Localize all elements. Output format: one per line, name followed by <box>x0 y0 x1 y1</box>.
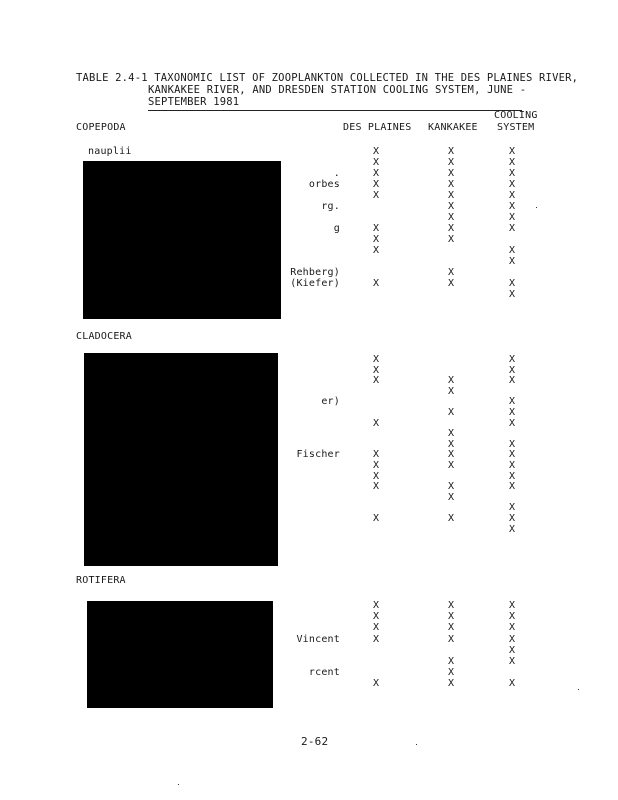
presence-mark-cs: X <box>508 481 516 492</box>
presence-mark-kk: X <box>447 278 455 289</box>
row-label: nauplii <box>88 146 132 157</box>
presence-mark-cs: X <box>508 278 516 289</box>
presence-mark-kk: X <box>447 634 455 645</box>
row-label: rcent <box>308 667 340 678</box>
presence-mark-kk: X <box>447 190 455 201</box>
presence-mark-kk: X <box>447 513 455 524</box>
presence-mark-cs: X <box>508 212 516 223</box>
presence-mark-kk: X <box>447 439 455 450</box>
redaction-block-cladocera <box>84 353 278 566</box>
presence-mark-dp: X <box>372 375 380 386</box>
presence-mark-cs: X <box>508 656 516 667</box>
presence-mark-kk: X <box>447 386 455 397</box>
presence-mark-kk: X <box>447 234 455 245</box>
presence-mark-dp: X <box>372 418 380 429</box>
presence-mark-kk: X <box>447 428 455 439</box>
presence-mark-dp: X <box>372 622 380 633</box>
presence-mark-cs: X <box>508 190 516 201</box>
presence-mark-kk: X <box>447 168 455 179</box>
presence-mark-cs: X <box>508 460 516 471</box>
table-title-line-1: TABLE 2.4-1 TAXONOMIC LIST OF ZOOPLANKTON COLLECTED IN THE DES PLAINES RIVER, <box>76 72 579 84</box>
presence-mark-kk: X <box>447 201 455 212</box>
page-number: 2-62 <box>301 735 329 748</box>
presence-mark-cs: X <box>508 418 516 429</box>
row-label: g <box>333 223 340 234</box>
presence-mark-cs: X <box>508 513 516 524</box>
presence-mark-kk: X <box>447 600 455 611</box>
scan-speck <box>416 744 417 745</box>
presence-mark-dp: X <box>372 223 380 234</box>
presence-mark-cs: X <box>508 471 516 482</box>
presence-mark-kk: X <box>447 157 455 168</box>
table-title-line-3: SEPTEMBER 1981 <box>148 96 240 108</box>
presence-mark-cs: X <box>508 407 516 418</box>
presence-mark-dp: X <box>372 600 380 611</box>
presence-mark-cs: X <box>508 365 516 376</box>
presence-mark-dp: X <box>372 678 380 689</box>
presence-mark-cs: X <box>508 354 516 365</box>
presence-mark-dp: X <box>372 513 380 524</box>
presence-mark-cs: X <box>508 289 516 300</box>
col-header-cooling-2: SYSTEM <box>497 122 535 133</box>
presence-mark-cs: X <box>508 201 516 212</box>
redaction-block-rotifera <box>87 601 273 708</box>
presence-mark-cs: X <box>508 449 516 460</box>
presence-mark-kk: X <box>447 407 455 418</box>
presence-mark-dp: X <box>372 190 380 201</box>
presence-mark-dp: X <box>372 471 380 482</box>
presence-mark-cs: X <box>508 678 516 689</box>
presence-mark-kk: X <box>447 146 455 157</box>
presence-mark-dp: X <box>372 146 380 157</box>
scan-speck <box>178 784 179 785</box>
row-label: orbes <box>308 179 340 190</box>
presence-mark-dp: X <box>372 611 380 622</box>
section-heading-cladocera: CLADOCERA <box>76 331 132 342</box>
scan-speck <box>578 689 579 690</box>
presence-mark-dp: X <box>372 460 380 471</box>
presence-mark-kk: X <box>447 267 455 278</box>
presence-mark-kk: X <box>447 611 455 622</box>
presence-mark-cs: X <box>508 622 516 633</box>
presence-mark-kk: X <box>447 678 455 689</box>
presence-mark-kk: X <box>447 622 455 633</box>
col-header-kankakee: KANKAKEE <box>428 122 478 133</box>
row-label: Rehberg) <box>290 267 340 278</box>
presence-mark-cs: X <box>508 179 516 190</box>
presence-mark-kk: X <box>447 179 455 190</box>
row-label: er) <box>321 396 340 407</box>
row-label: (Kiefer) <box>290 278 340 289</box>
presence-mark-dp: X <box>372 634 380 645</box>
presence-mark-cs: X <box>508 245 516 256</box>
presence-mark-kk: X <box>447 375 455 386</box>
presence-mark-cs: X <box>508 502 516 513</box>
presence-mark-kk: X <box>447 449 455 460</box>
presence-mark-kk: X <box>447 492 455 503</box>
presence-mark-dp: X <box>372 278 380 289</box>
row-label: rg. <box>321 201 340 212</box>
section-heading-rotifera: ROTIFERA <box>76 575 126 586</box>
presence-mark-dp: X <box>372 234 380 245</box>
redaction-block-copepoda <box>83 161 281 319</box>
presence-mark-kk: X <box>447 667 455 678</box>
presence-mark-dp: X <box>372 245 380 256</box>
presence-mark-dp: X <box>372 481 380 492</box>
row-label: Fischer <box>296 449 340 460</box>
presence-mark-cs: X <box>508 157 516 168</box>
presence-mark-kk: X <box>447 223 455 234</box>
presence-mark-kk: X <box>447 656 455 667</box>
presence-mark-cs: X <box>508 524 516 535</box>
row-label: Vincent <box>296 634 340 645</box>
presence-mark-kk: X <box>447 481 455 492</box>
presence-mark-cs: X <box>508 439 516 450</box>
header-rule <box>148 110 522 111</box>
table-title-line-2: KANKAKEE RIVER, AND DRESDEN STATION COOLING SYSTEM, JUNE - <box>148 84 527 96</box>
presence-mark-cs: X <box>508 168 516 179</box>
row-label: . <box>333 168 340 179</box>
presence-mark-cs: X <box>508 256 516 267</box>
presence-mark-dp: X <box>372 179 380 190</box>
presence-mark-kk: X <box>447 460 455 471</box>
presence-mark-dp: X <box>372 168 380 179</box>
presence-mark-cs: X <box>508 600 516 611</box>
section-heading-copepoda: COPEPODA <box>76 122 126 133</box>
presence-mark-cs: X <box>508 634 516 645</box>
presence-mark-cs: X <box>508 223 516 234</box>
presence-mark-kk: X <box>447 212 455 223</box>
presence-mark-cs: X <box>508 645 516 656</box>
presence-mark-cs: X <box>508 375 516 386</box>
presence-mark-dp: X <box>372 157 380 168</box>
presence-mark-dp: X <box>372 449 380 460</box>
presence-mark-cs: X <box>508 396 516 407</box>
presence-mark-cs: X <box>508 611 516 622</box>
scan-speck <box>536 207 537 208</box>
col-header-des-plaines: DES PLAINES <box>343 122 412 133</box>
col-header-cooling-1: COOLING <box>494 110 538 121</box>
presence-mark-dp: X <box>372 365 380 376</box>
presence-mark-dp: X <box>372 354 380 365</box>
presence-mark-cs: X <box>508 146 516 157</box>
